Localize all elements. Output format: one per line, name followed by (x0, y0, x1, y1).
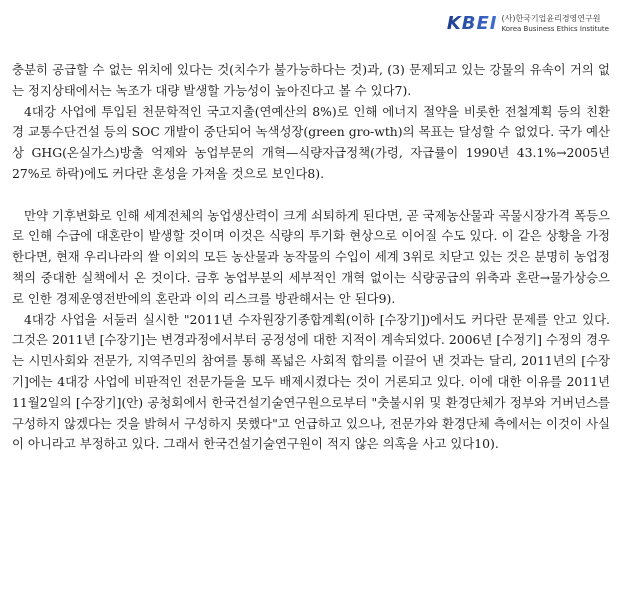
institute-logo (447, 14, 609, 34)
paragraph-1: 충분히 공급할 수 없는 위치에 있다는 것(치수가 불가능하다는 것)과, (3) 문제되고 있는 강물의 유속이 거의 없는 정지상태에서는 녹조가 대량 발생할 가능성이 높아진다고 볼 수 있다7). (12, 62, 610, 98)
paragraph-4: 4대강 사업을 서둘러 실시한 "2011년 수자원장기종합계획(이하 [수장기])에서도 커다란 문제를 안고 있다. 그것은 2011년 [수장기]는 변경과정에서부터 공정성에 대한 지적이 계속되었다. 2006년 [수정기] 수정의 경우는 시민사회와 전문가, 지역주민의 참여를 통해 폭넓은 사회적 합의를 이끌어 낸 것과는 달리, 2011년의 [수장기]에는 4대강 사업에 비판적인 전문가들을 모두 배제시켰다는 것이 거론되고 있다. 이에 대한 이유를 2011년11월2일의 [수장기](안) 공청회에서 한국건설기술연구원으로부터 "춧불시위 및 환경단체가 정부와 거버넌스를 구성하지 않겠다는 것을 밝혀서 구성하지 못했다"고 언급하고 있으나, 전문가와 환경단체 측에서는 이것이 사실이 아니라고 부정하고 있다. 그래서 한국건설기술연구원이 적지 않은 의혹을 사고 있다10). (12, 311, 610, 452)
logo-english-name: Korea Business Ethics Institute (501, 25, 609, 33)
page-header (0, 0, 623, 56)
paragraph-3: 만약 기후변화로 인해 세계전체의 농업생산력이 크게 쇠퇴하게 된다면, 곧 국제농산물과 곡물시장가격 폭등으로 인해 수급에 대혼란이 발생할 것이며 이것은 식량의 투기화 현상으로 이어질 수도 있다. 이 같은 상황을 가정한다면, 현재 우리나라의 쌀 이외의 모든 농산물과 농작물의 수입이 세계 3위로 치닫고 있는 것은 분명히 농업정책의 중대한 실책에서 온 것이다. 금후 농업부분의 세부적인 개혁 없이는 식량공급의 위축과 혼란→물가상승으로 인한 경제운영전반에의 혼란과 이의 리스크를 방관해서는 안 된다9). (12, 207, 610, 306)
logo-mark: KBEI (446, 13, 498, 34)
paragraph-2: 4대강 사업에 투입된 천문학적인 국고지출(연예산의 8%)로 인해 에너지 절약을 비롯한 전철계획 등의 친환경 교통수단건설 등의 SOC 개발이 중단되어 녹색성장(green gro-wth)의 목표는 달성할 수 없었다. 국가 예산상 GHG(온실가스)방출 억제와 농업부문의 개혁—식량자급정책(가령, 자급률이 1990년 43.1%→2005년 27%로 하락)에도 커다란 혼성을 가져올 것으로 보인다8). (12, 103, 610, 181)
logo-text (501, 14, 609, 34)
logo-korean-name: (사)한국기업윤리경영연구원 (501, 14, 601, 23)
document-body (12, 60, 610, 455)
